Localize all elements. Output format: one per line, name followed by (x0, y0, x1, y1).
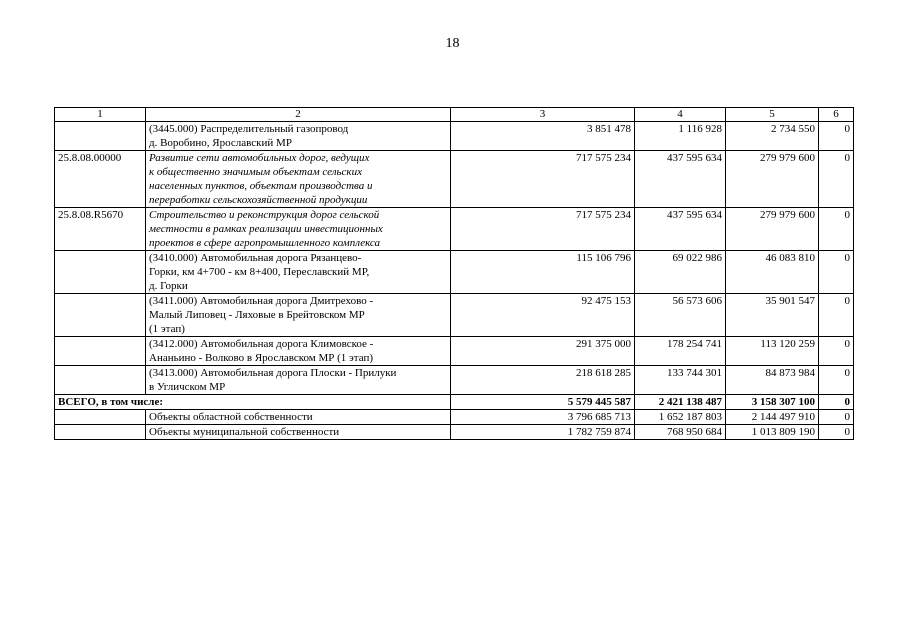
row-value-c4: 56 573 606 (635, 294, 726, 337)
table-row (55, 251, 854, 294)
row-name-line: (3445.000) Распределительный газопровод (149, 123, 349, 135)
row-name (146, 366, 451, 395)
total-label: ВСЕГО, в том числе: (55, 395, 451, 410)
subtotal-col4: 768 950 684 (635, 425, 726, 440)
subtotal-label: Объекты муниципальной собственности (146, 425, 451, 440)
row-name-line: проектов в сфере агропромышленного комплекса (149, 237, 380, 249)
row-name (146, 337, 451, 366)
row-value-c3: 717 575 234 (451, 151, 635, 208)
row-name-line: населенных пунктов, объектам производства и (149, 180, 373, 192)
total-col5: 3 158 307 100 (726, 395, 819, 410)
row-value-c3: 115 106 796 (451, 251, 635, 294)
row-value-c3: 717 575 234 (451, 208, 635, 251)
subtotal-col3: 3 796 685 713 (451, 410, 635, 425)
subtotal-col4: 1 652 187 803 (635, 410, 726, 425)
row-value-c5: 84 873 984 (726, 366, 819, 395)
subtotal-col6: 0 (819, 410, 854, 425)
row-code (55, 366, 146, 395)
row-name-line: Строительство и реконструкция дорог сельской (149, 209, 380, 221)
column-header: 2 (146, 108, 451, 122)
column-header: 1 (55, 108, 146, 122)
row-name (146, 251, 451, 294)
row-code: 25.8.08.R5670 (55, 208, 146, 251)
row-value-c4: 1 116 928 (635, 122, 726, 151)
row-name (146, 122, 451, 151)
row-value-c4: 437 595 634 (635, 151, 726, 208)
row-value-c6: 0 (819, 122, 854, 151)
row-value-c6: 0 (819, 366, 854, 395)
row-name-line: (3413.000) Автомобильная дорога Плоски - Прилуки (149, 367, 397, 379)
row-value-c3: 291 375 000 (451, 337, 635, 366)
row-name-line: к общественно значимым объектам сельских (149, 166, 362, 178)
budget-table (54, 107, 854, 440)
column-number-row (55, 108, 854, 122)
subtotal-col5: 2 144 497 910 (726, 410, 819, 425)
row-value-c3: 3 851 478 (451, 122, 635, 151)
table-body (55, 122, 854, 440)
total-col4: 2 421 138 487 (635, 395, 726, 410)
row-code (55, 410, 146, 425)
row-name-line: Малый Липовец - Ляховые в Брейтовском МР (149, 309, 365, 321)
row-name (146, 151, 451, 208)
row-name-line: (3411.000) Автомобильная дорога Дмитрехово - (149, 295, 374, 307)
row-name-line: Развитие сети автомобильных дорог, ведущих (149, 152, 370, 164)
row-name-line: (1 этап) (149, 323, 185, 335)
table-row (55, 294, 854, 337)
subtotal-col6: 0 (819, 425, 854, 440)
subtotal-row (55, 425, 854, 440)
table-row (55, 208, 854, 251)
row-value-c3: 92 475 153 (451, 294, 635, 337)
column-header: 6 (819, 108, 854, 122)
total-row (55, 395, 854, 410)
row-value-c5: 46 083 810 (726, 251, 819, 294)
row-value-c4: 69 022 986 (635, 251, 726, 294)
row-name (146, 294, 451, 337)
row-value-c6: 0 (819, 208, 854, 251)
table-row (55, 122, 854, 151)
row-code (55, 337, 146, 366)
row-value-c5: 35 901 547 (726, 294, 819, 337)
row-name-line: (3410.000) Автомобильная дорога Рязанцево- (149, 252, 362, 264)
column-header: 3 (451, 108, 635, 122)
row-value-c3: 218 618 285 (451, 366, 635, 395)
row-name-line: Горки, км 4+700 - км 8+400, Переславский МР, (149, 266, 370, 278)
row-value-c5: 279 979 600 (726, 208, 819, 251)
row-name (146, 208, 451, 251)
row-name-line: переработки сельскохозяйственной продукции (149, 194, 368, 206)
row-value-c5: 2 734 550 (726, 122, 819, 151)
row-value-c6: 0 (819, 251, 854, 294)
total-col6: 0 (819, 395, 854, 410)
row-code (55, 251, 146, 294)
row-code (55, 294, 146, 337)
row-value-c4: 437 595 634 (635, 208, 726, 251)
row-name-line: д. Воробино, Ярославский МР (149, 137, 292, 149)
row-value-c4: 133 744 301 (635, 366, 726, 395)
row-value-c5: 113 120 259 (726, 337, 819, 366)
row-name-line: Ананьино - Волково в Ярославском МР (1 этап) (149, 352, 374, 364)
row-name-line: (3412.000) Автомобильная дорога Климовское - (149, 338, 374, 350)
row-name-line: в Угличском МР (149, 381, 226, 393)
row-value-c5: 279 979 600 (726, 151, 819, 208)
subtotal-label: Объекты областной собственности (146, 410, 451, 425)
row-value-c4: 178 254 741 (635, 337, 726, 366)
total-col3: 5 579 445 587 (451, 395, 635, 410)
row-value-c6: 0 (819, 294, 854, 337)
row-name-line: д. Горки (149, 280, 188, 292)
row-value-c6: 0 (819, 151, 854, 208)
row-code (55, 425, 146, 440)
subtotal-col3: 1 782 759 874 (451, 425, 635, 440)
column-header: 5 (726, 108, 819, 122)
row-code (55, 122, 146, 151)
table-row (55, 366, 854, 395)
row-value-c6: 0 (819, 337, 854, 366)
subtotal-col5: 1 013 809 190 (726, 425, 819, 440)
column-header: 4 (635, 108, 726, 122)
table-row (55, 151, 854, 208)
page-number: 18 (445, 36, 460, 51)
subtotal-row (55, 410, 854, 425)
row-name-line: местности в рамках реализации инвестиционных (149, 223, 383, 235)
table-row (55, 337, 854, 366)
row-code: 25.8.08.00000 (55, 151, 146, 208)
